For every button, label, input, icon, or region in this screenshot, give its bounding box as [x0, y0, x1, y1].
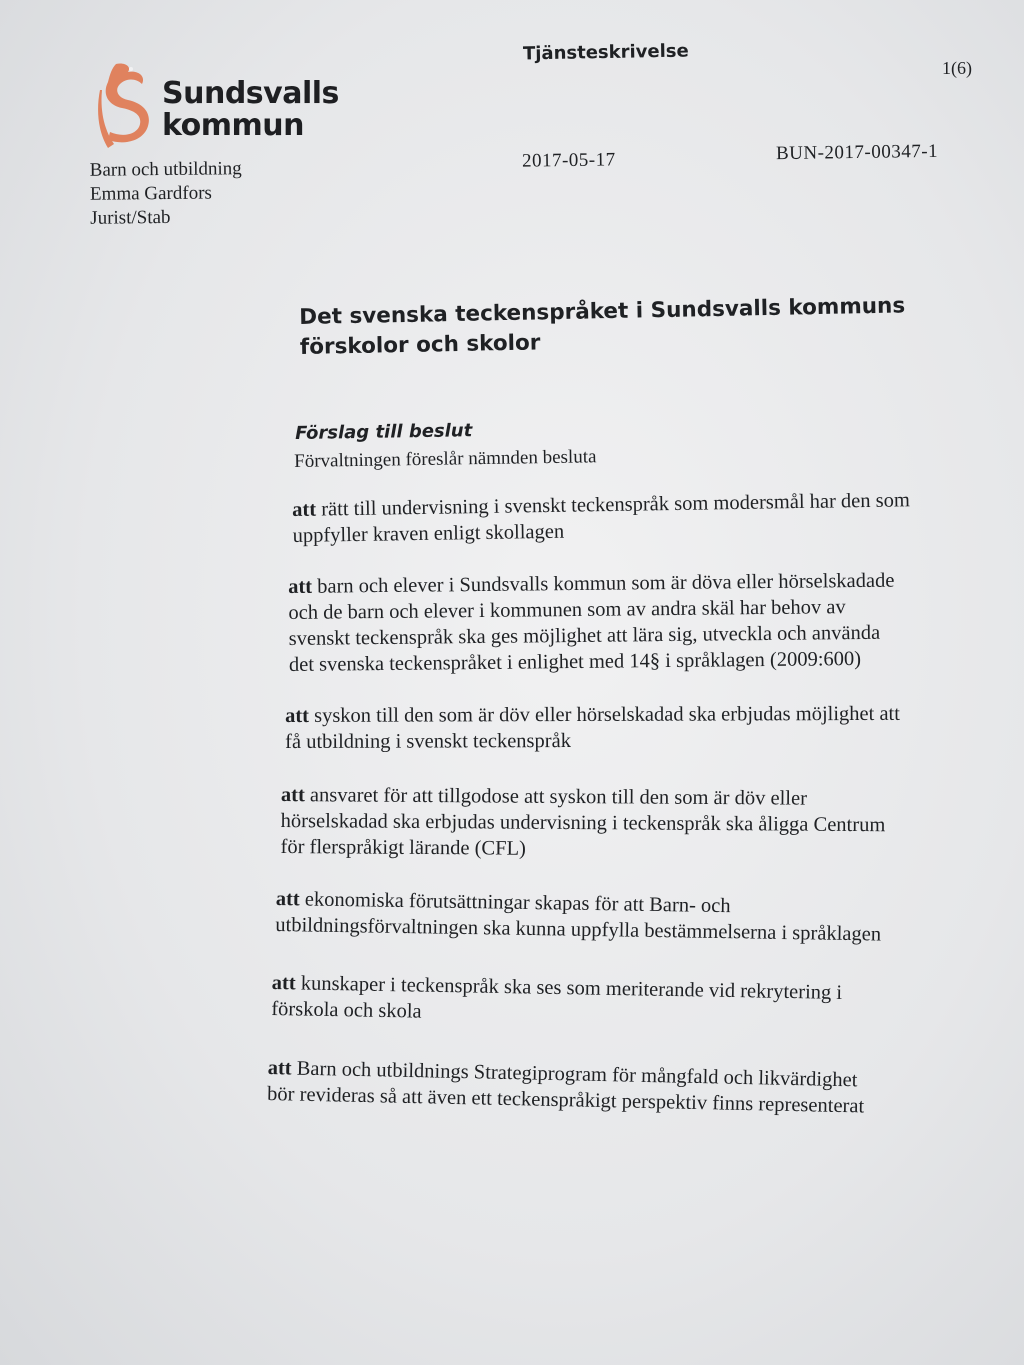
clause-line: utbildningsförvaltningen ska kunna uppfylla bestämmelserna i språklagen: [275, 913, 882, 946]
decision-clause-2: [288, 568, 895, 678]
sundsvall-dragon-s-emblem-icon: [98, 60, 160, 152]
page-number: 1(6): [942, 58, 972, 78]
clause-line: och de barn och elever i kommunen som av andra skäl har behov av: [288, 596, 846, 624]
clause-line: bör revideras så att även ett teckenspråkigt perspektiv finns representerat: [266, 1082, 865, 1118]
sender-name: Emma Gardfors: [89, 182, 212, 205]
clause-line: för flerspråkigt lärande (CFL): [280, 835, 526, 860]
document-type: Tjänsteskrivelse: [522, 40, 689, 65]
decision-clause-1: [292, 487, 910, 549]
clause-att: att: [271, 971, 296, 995]
clause-line: hörselskadad ska erbjudas undervisning i teckenspråk ska åligga Centrum: [280, 809, 886, 837]
document-title: [299, 291, 940, 363]
sender-department: Barn och utbildning: [89, 158, 242, 181]
decision-clause-5: [275, 886, 881, 948]
clause-text: kunskaper i teckenspråk ska ses som meriterande vid rekrytering i: [300, 972, 843, 1004]
clause-att: att: [275, 887, 300, 911]
clause-att: att: [292, 498, 317, 521]
clause-att: att: [288, 575, 313, 598]
clause-line: förskola och skola: [271, 997, 422, 1023]
clause-line: få utbildning i svenskt teckenspråk: [285, 730, 571, 753]
clause-line: svenskt teckenspråk ska ges möjlighet att lära sig, utveckla och använda: [288, 621, 881, 650]
logo-wordmark: [162, 78, 339, 142]
clause-att: att: [280, 783, 305, 807]
proposal-heading: Förslag till beslut: [295, 420, 473, 444]
clause-line: [285, 701, 900, 729]
clause-text: barn och elever i Sundsvalls kommun som är döva eller hörselskadade: [317, 569, 895, 598]
clause-att: att: [267, 1056, 292, 1080]
clause-text: syskon till den som är döv eller hörselskadad ska erbjudas möjlighet att: [314, 702, 900, 727]
reference-number: BUN-2017-00347-1: [775, 140, 939, 165]
clause-text: ekonomiska förutsättningar skapas för att Barn- och: [304, 888, 731, 918]
proposal-intro: Förvaltningen föreslår nämnden besluta: [294, 446, 597, 472]
municipality-logo: [98, 60, 358, 160]
logo-line-2: kommun: [162, 108, 304, 143]
title-line-2: förskolor och skolor: [299, 330, 541, 360]
decision-clause-4: [280, 782, 885, 864]
logo-line-1: Sundsvalls: [162, 76, 339, 111]
clause-att: att: [285, 704, 309, 727]
document-date: 2017-05-17: [521, 149, 616, 172]
clause-line: det svenska teckenspråket i enlighet med 14§ i språklagen (2009:600): [288, 648, 862, 676]
decision-clause-7: [267, 1055, 865, 1119]
title-line-1: Det svenska teckenspråket i Sundsvalls kommuns: [299, 293, 906, 330]
clause-text: rätt till undervisning i svenskt teckenspråk som modersmål har den som: [321, 489, 911, 521]
clause-line: uppfyller kraven enligt skollagen: [292, 520, 565, 547]
decision-clause-3: [285, 701, 900, 755]
decision-clause-6: [271, 970, 842, 1032]
clause-text: ansvaret för att tillgodose att syskon till den som är döv eller: [309, 784, 808, 810]
sender-block: [90, 157, 243, 231]
sender-role: Jurist/Stab: [90, 206, 171, 229]
clause-text: Barn och utbildnings Strategiprogram för mångfald och likvärdighet: [296, 1057, 858, 1092]
